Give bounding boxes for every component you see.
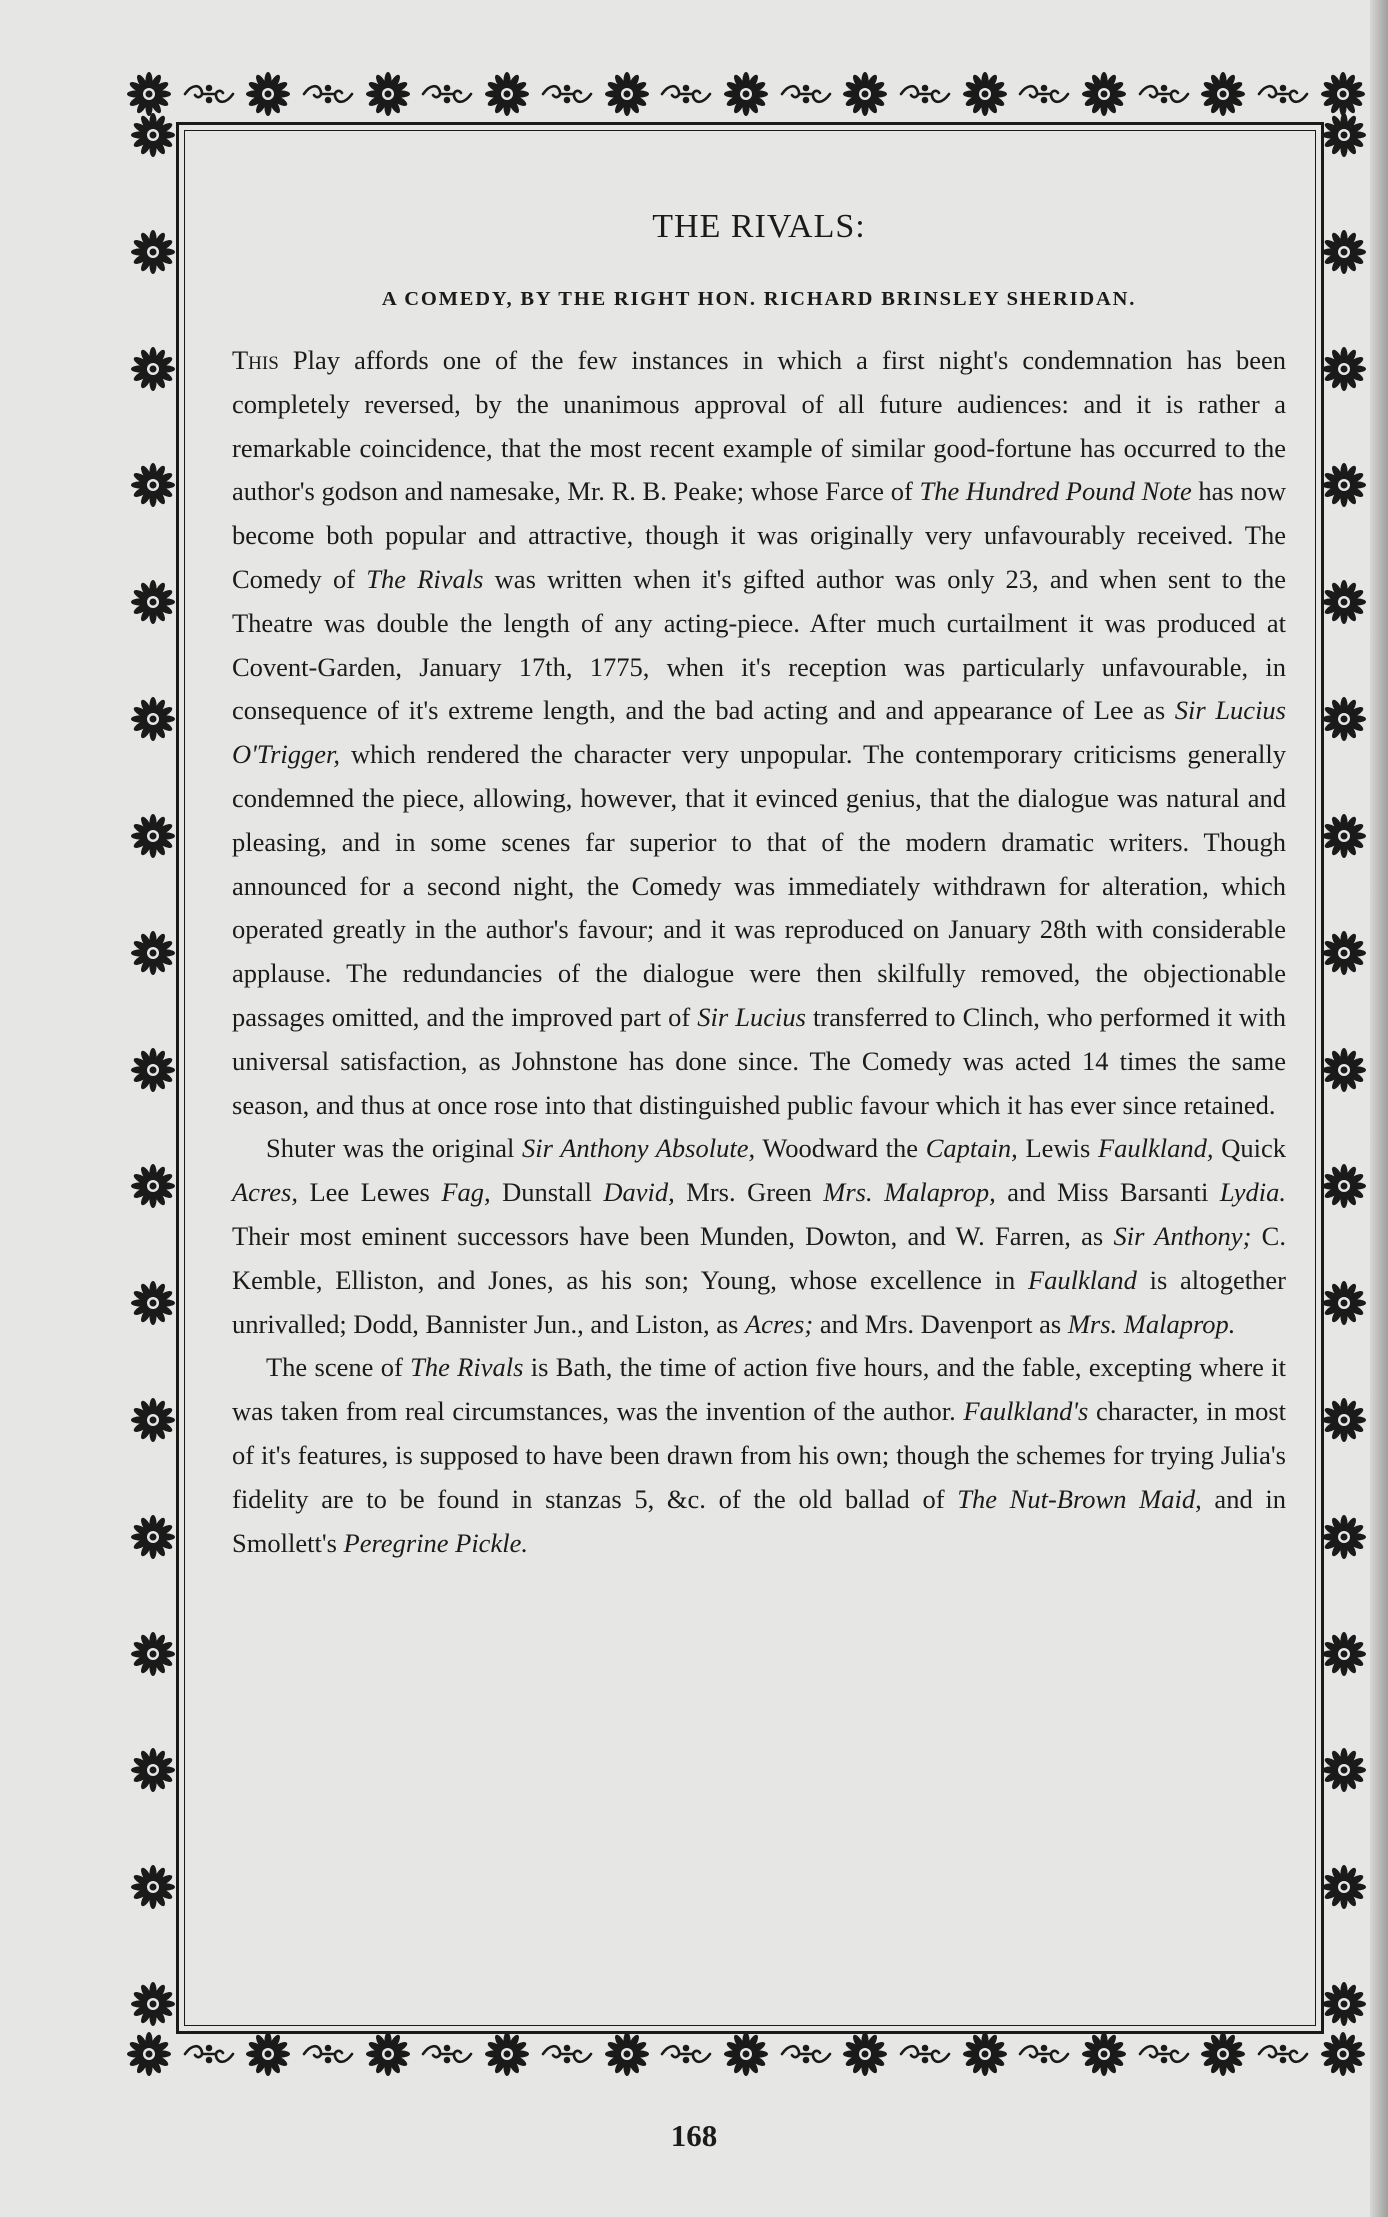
scroll-icon — [139, 283, 167, 337]
italic-character: Sir Anthony; — [1113, 1220, 1252, 1251]
scroll-icon — [420, 2040, 474, 2068]
scroll-icon — [540, 80, 594, 108]
italic-title: The Rivals — [410, 1352, 524, 1383]
scroll-icon — [898, 80, 952, 108]
rosette-icon — [1320, 71, 1366, 117]
scroll-icon — [659, 2040, 713, 2068]
italic-character: Lydia. — [1219, 1177, 1287, 1208]
text-run: has now become both popular and attractive, though it was originally very unfavourably received. The Comedy of — [232, 476, 1286, 594]
scroll-icon — [1330, 867, 1358, 921]
rosette-icon — [1321, 1280, 1367, 1326]
rosette-icon — [130, 1047, 176, 1093]
scroll-icon — [1330, 1451, 1358, 1505]
scroll-icon — [1256, 2040, 1310, 2068]
scroll-icon — [779, 80, 833, 108]
rosette-icon — [1200, 71, 1246, 117]
italic-character: Fag, — [441, 1177, 491, 1208]
paragraph-1 — [232, 339, 1286, 1127]
italic-title: Peregrine Pickle. — [343, 1527, 528, 1558]
scroll-icon — [1330, 750, 1358, 804]
italic-character: Faulkland's — [963, 1396, 1089, 1427]
scroll-icon — [1256, 80, 1310, 108]
top-ornament-border — [126, 62, 1366, 126]
italic-character: Sir Lucius — [697, 1001, 806, 1032]
scroll-icon — [1330, 634, 1358, 688]
scroll-icon — [139, 1101, 167, 1155]
rosette-icon — [130, 930, 176, 976]
scroll-icon — [1017, 80, 1071, 108]
rosette-icon — [126, 71, 172, 117]
text-run: Lee Lewes — [297, 1177, 442, 1208]
scroll-icon — [301, 2040, 355, 2068]
rosette-icon — [130, 1981, 176, 2027]
rosette-icon — [365, 71, 411, 117]
italic-character: Faulkland, — [1097, 1133, 1214, 1164]
scroll-icon — [779, 2040, 833, 2068]
italic-title: The Nut-Brown Maid, — [957, 1483, 1202, 1514]
page-title: THE RIVALS: — [652, 208, 866, 245]
rosette-icon — [1321, 1047, 1367, 1093]
rosette-icon — [1321, 1397, 1367, 1443]
text-run: transferred to Clinch, who performed it with universal satisfaction, as Johnstone has done since. The Comedy was acted 14 times the same season, and thus at once rose into that distinguished public favour which it has ever since retained. — [232, 1001, 1286, 1120]
rosette-icon — [130, 579, 176, 625]
scroll-icon — [1330, 1802, 1358, 1856]
rosette-icon — [130, 1631, 176, 1677]
rosette-icon — [1321, 579, 1367, 625]
scroll-icon — [1330, 1218, 1358, 1272]
rosette-icon — [723, 2031, 769, 2077]
scroll-icon — [659, 80, 713, 108]
text-run: character, in most of it's features, is supposed to have been drawn from his own; though the schemes for trying Julia's fidelity are to be found in stanzas 5, &c. of the old ballad of — [232, 1396, 1286, 1514]
rosette-icon — [126, 2031, 172, 2077]
text-run: Mrs. Green — [674, 1177, 824, 1208]
scroll-icon — [139, 634, 167, 688]
italic-title: The Hundred Pound Note — [919, 476, 1192, 507]
text-run: and Miss Barsanti — [995, 1177, 1220, 1208]
scroll-icon — [139, 1919, 167, 1973]
italic-character: David, — [603, 1177, 675, 1208]
scroll-icon — [1330, 166, 1358, 220]
scroll-icon — [1137, 80, 1191, 108]
scroll-icon — [1330, 984, 1358, 1038]
scroll-icon — [182, 80, 236, 108]
text-run: is Bath, the time of action five hours, and the fable, excepting where it was taken from real circumstances, was the invention of the author. — [232, 1352, 1286, 1427]
rosette-icon — [1081, 2031, 1127, 2077]
scroll-icon — [1137, 2040, 1191, 2068]
rosette-icon — [1321, 346, 1367, 392]
text-run: and Mrs. Davenport as — [813, 1308, 1068, 1339]
rosette-icon — [1321, 813, 1367, 859]
scroll-icon — [1330, 1101, 1358, 1155]
page-subtitle: A COMEDY, BY THE RIGHT HON. RICHARD BRINSLEY SHERIDAN. — [381, 288, 1137, 310]
text-run: is altogether unrivalled; Dodd, Bannister Jun., and Liston, as — [232, 1264, 1286, 1339]
scroll-icon — [1330, 517, 1358, 571]
text-run: Play affords one of the few instances in which a first night's condemnation has been completely reversed, by the unanimous approval of all future audiences: and it is rather a remarkable coincidence, that the most recent example of similar good-fortune has occurred to the author's godson and namesake, Mr. R. B. Peake; whose Farce of — [232, 345, 1286, 507]
italic-character: Sir Anthony Absolute, — [522, 1133, 756, 1164]
rosette-icon — [962, 71, 1008, 117]
rosette-icon — [130, 462, 176, 508]
scroll-icon — [139, 867, 167, 921]
rosette-icon — [130, 1864, 176, 1910]
scroll-icon — [301, 80, 355, 108]
scroll-icon — [139, 1335, 167, 1389]
scroll-icon — [139, 517, 167, 571]
drop-word: This — [232, 345, 279, 375]
scroll-icon — [420, 80, 474, 108]
rosette-icon — [1321, 696, 1367, 742]
rosette-icon — [245, 71, 291, 117]
scroll-icon — [139, 1802, 167, 1856]
paragraph-2 — [232, 1127, 1286, 1346]
scroll-icon — [1330, 1919, 1358, 1973]
italic-character: Faulkland — [1027, 1264, 1137, 1295]
rosette-icon — [245, 2031, 291, 2077]
italic-character: Acres; — [745, 1308, 814, 1339]
italic-character: Captain, — [925, 1133, 1018, 1164]
rosette-icon — [130, 229, 176, 275]
rosette-icon — [130, 1163, 176, 1209]
rosette-icon — [1321, 112, 1367, 158]
text-run: C. Kemble, Elliston, and Jones, as his son; Young, whose excellence in — [232, 1220, 1286, 1295]
scroll-icon — [139, 1685, 167, 1739]
rosette-icon — [1321, 229, 1367, 275]
italic-character: Mrs. Malaprop, — [823, 1177, 996, 1208]
italic-character: Mrs. Malaprop. — [1067, 1308, 1236, 1339]
paragraph-3 — [232, 1346, 1286, 1565]
text-run: Their most eminent successors have been Munden, Dowton, and W. Farren, as — [232, 1220, 1114, 1251]
article-body — [232, 208, 1286, 1565]
rosette-icon — [604, 2031, 650, 2077]
rosette-icon — [130, 696, 176, 742]
rosette-icon — [365, 2031, 411, 2077]
italic-character: Acres, — [232, 1177, 298, 1208]
scroll-icon — [1330, 1685, 1358, 1739]
scroll-icon — [540, 2040, 594, 2068]
rosette-icon — [1321, 930, 1367, 976]
text-run: Dunstall — [490, 1177, 604, 1208]
scroll-icon — [1330, 1568, 1358, 1622]
rosette-icon — [842, 2031, 888, 2077]
text-run: Lewis — [1017, 1133, 1098, 1164]
rosette-icon — [130, 813, 176, 859]
rosette-icon — [130, 112, 176, 158]
text-run: Woodward the — [755, 1133, 926, 1164]
rosette-icon — [130, 1280, 176, 1326]
scroll-icon — [139, 400, 167, 454]
rosette-icon — [484, 2031, 530, 2077]
text-run: which rendered the character very unpopular. The contemporary criticisms generally condemned the piece, allowing, however, that it evinced genius, that the dialogue was natural and pleasing, and in some scenes far superior to that of the modern dramatic writers. Though announced for a second night, the Comedy was immediately withdrawn for alteration, which operated greatly in the author's favour; and it was reproduced on January 28th with considerable applause. The redundancies of the dialogue were then skilfully removed, the objectionable passages omitted, and the improved part of — [232, 739, 1286, 1032]
rosette-icon — [962, 2031, 1008, 2077]
text-run: The scene of — [266, 1352, 411, 1383]
scroll-icon — [139, 984, 167, 1038]
rosette-icon — [1321, 1514, 1367, 1560]
scroll-icon — [139, 1451, 167, 1505]
italic-character: Sir Lucius O'Trigger, — [232, 695, 1286, 770]
scroll-icon — [898, 2040, 952, 2068]
text-run: Quick — [1213, 1133, 1287, 1164]
rosette-icon — [1321, 1747, 1367, 1793]
rosette-icon — [1321, 1981, 1367, 2027]
rosette-icon — [130, 1514, 176, 1560]
rosette-icon — [1321, 462, 1367, 508]
rosette-icon — [842, 71, 888, 117]
rosette-icon — [1321, 1163, 1367, 1209]
scroll-icon — [139, 1218, 167, 1272]
scroll-icon — [1017, 2040, 1071, 2068]
scroll-icon — [1330, 400, 1358, 454]
rosette-icon — [1320, 2031, 1366, 2077]
scroll-icon — [139, 1568, 167, 1622]
text-run: was written when it's gifted author was only 23, and when sent to the Theatre was double the length of any acting-piece. After much curtailment it was produced at Covent-Garden, January 17th, 1775, when it's reception was particularly unfavourable, in consequence of it's extreme length, and the bad acting and and appearance of Lee as — [232, 563, 1286, 726]
scroll-icon — [139, 166, 167, 220]
rosette-icon — [1081, 71, 1127, 117]
italic-title: The Rivals — [366, 563, 484, 594]
rosette-icon — [1200, 2031, 1246, 2077]
scroll-icon — [1330, 283, 1358, 337]
text-run: and in Smollett's — [232, 1483, 1286, 1558]
page-number: 168 — [670, 2118, 718, 2153]
rosette-icon — [130, 1397, 176, 1443]
text-run: Shuter was the original — [266, 1133, 523, 1164]
rosette-icon — [1321, 1631, 1367, 1677]
scroll-icon — [1330, 1335, 1358, 1389]
rosette-icon — [484, 71, 530, 117]
scroll-icon — [139, 750, 167, 804]
rosette-icon — [604, 71, 650, 117]
scroll-icon — [182, 2040, 236, 2068]
rosette-icon — [723, 71, 769, 117]
rosette-icon — [1321, 1864, 1367, 1910]
rosette-icon — [130, 1747, 176, 1793]
rosette-icon — [130, 346, 176, 392]
